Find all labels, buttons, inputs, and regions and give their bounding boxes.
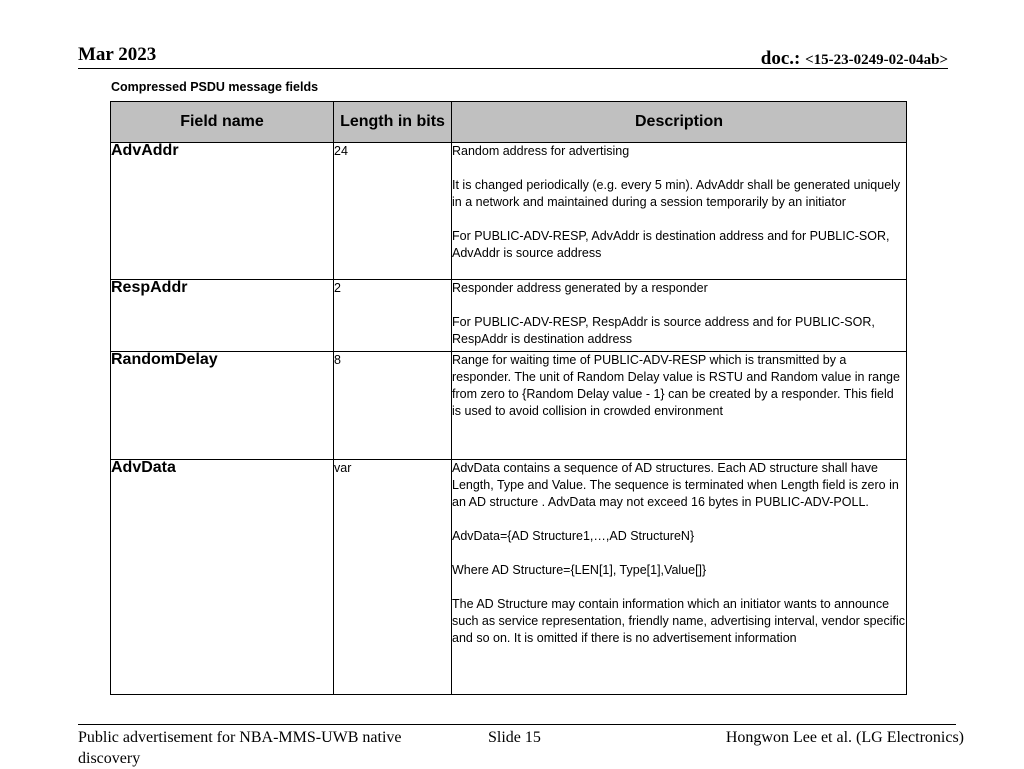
length-cell: 24 bbox=[334, 143, 452, 280]
footer-title: Public advertisement for NBA-MMS-UWB native discovery bbox=[78, 729, 402, 767]
field-name-cell: AdvAddr bbox=[111, 143, 334, 280]
col-header-field-name: Field name bbox=[111, 102, 334, 143]
header-rule bbox=[78, 68, 948, 69]
description-cell bbox=[452, 352, 907, 460]
description-paragraph: Responder address generated by a responder bbox=[452, 281, 708, 295]
table-row bbox=[111, 143, 907, 280]
description-paragraph: It is changed periodically (e.g. every 5 min). AdvAddr shall be generated uniquely in a network and maintained during a session temporarily by an initiator bbox=[452, 178, 901, 209]
table-row bbox=[111, 352, 907, 460]
description-paragraph: The AD Structure may contain information which an initiator wants to announce such as service representation, friendly name, advertising interval, vendor specific and so on. It is omitted if there is no advertisement information bbox=[452, 597, 905, 645]
col-header-length: Length in bits bbox=[334, 102, 452, 143]
description-paragraph: AdvData contains a sequence of AD structures. Each AD structure shall have Length, Type and Value. The sequence is terminated when Length field is zero in an AD structure . AdvData may not exceed 16 bytes in PUBLIC-ADV-POLL. bbox=[452, 461, 899, 509]
table-caption: Compressed PSDU message fields bbox=[111, 80, 319, 94]
header-date: Mar 2023 bbox=[78, 44, 157, 65]
length-cell: 2 bbox=[334, 280, 452, 352]
table-row bbox=[111, 460, 907, 695]
footer-slide-number: Slide 15 bbox=[488, 729, 541, 746]
doc-number: <15-23-0249-02-04ab> bbox=[805, 52, 948, 68]
description-cell bbox=[452, 460, 907, 695]
length-cell: 8 bbox=[334, 352, 452, 460]
description-paragraph: Range for waiting time of PUBLIC-ADV-RESP which is transmitted by a responder. The unit of Random Delay value is RSTU and Random value in range from zero to {Random Delay value - 1} can be created by a responder. This field is used to avoid collision in crowded environment bbox=[452, 353, 900, 418]
doc-prefix: doc.: bbox=[760, 48, 806, 69]
table-row bbox=[111, 280, 907, 352]
description-cell bbox=[452, 143, 907, 280]
footer-rule bbox=[78, 724, 956, 725]
description-paragraph: Random address for advertising bbox=[452, 144, 630, 158]
table-header-row bbox=[111, 102, 907, 143]
footer-author: Hongwon Lee et al. (LG Electronics) bbox=[725, 729, 964, 746]
description-paragraph: For PUBLIC-ADV-RESP, RespAddr is source address and for PUBLIC-SOR, RespAddr is destination address bbox=[452, 315, 875, 346]
header-doc-id bbox=[761, 48, 948, 70]
col-header-description: Description bbox=[452, 102, 907, 143]
description-paragraph: For PUBLIC-ADV-RESP, AdvAddr is destination address and for PUBLIC-SOR, AdvAddr is source address bbox=[452, 229, 890, 260]
field-name-cell: AdvData bbox=[111, 460, 334, 695]
description-paragraph: Where AD Structure={LEN[1], Type[1],Value[]} bbox=[452, 563, 707, 577]
length-cell: var bbox=[334, 460, 452, 695]
description-paragraph: AdvData={AD Structure1,…,AD StructureN} bbox=[452, 529, 695, 543]
field-name-cell: RespAddr bbox=[111, 280, 334, 352]
field-name-cell: RandomDelay bbox=[111, 352, 334, 460]
description-cell bbox=[452, 280, 907, 352]
psdu-fields-table bbox=[110, 101, 907, 695]
